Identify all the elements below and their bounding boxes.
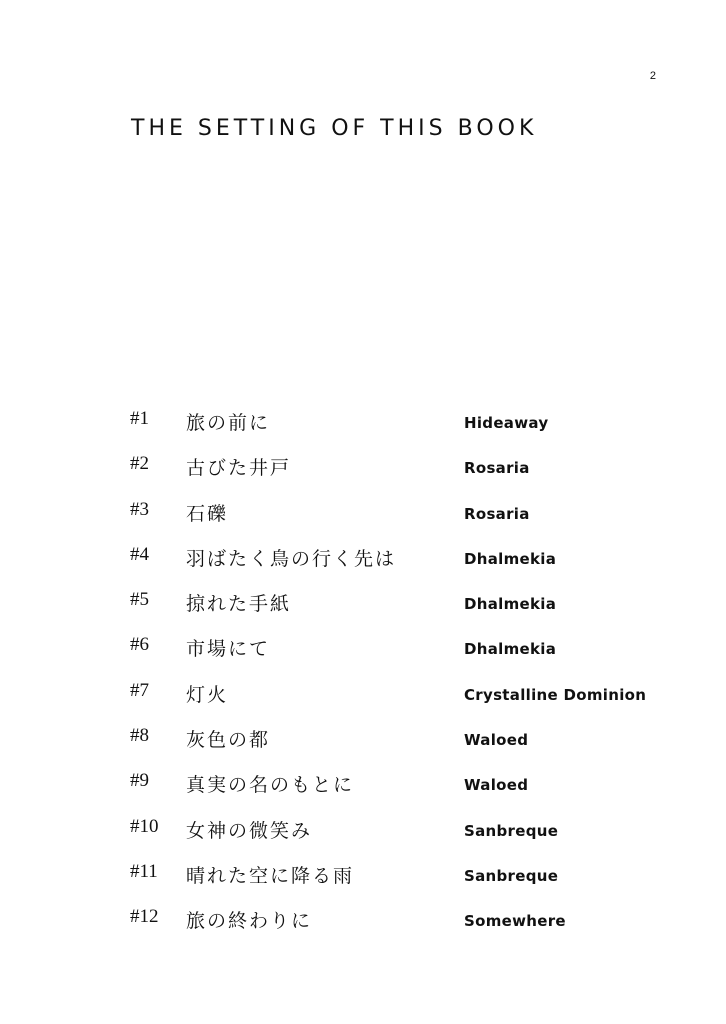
toc-title: 旅の終わりに: [186, 910, 313, 933]
toc-number: #1: [130, 408, 149, 429]
toc-row: [130, 493, 690, 538]
toc-title: 市場にて: [186, 638, 271, 661]
toc-place: Dhalmekia: [464, 595, 557, 614]
toc-number: #2: [130, 453, 149, 475]
toc-number: #6: [130, 634, 149, 656]
toc-number: #9: [130, 770, 149, 792]
toc-title: 女神の微笑み: [186, 819, 313, 842]
toc-place: Dhalmekia: [464, 549, 557, 568]
toc-row: [130, 764, 690, 809]
toc-place: Hideaway: [464, 414, 549, 432]
table-of-contents: [130, 402, 690, 946]
toc-row: [130, 810, 690, 855]
toc-row: [130, 628, 690, 673]
page-number: 2: [649, 70, 656, 82]
toc-number: #10: [130, 815, 159, 837]
toc-number: #4: [130, 543, 149, 565]
toc-title: 旅の前に: [186, 412, 271, 434]
toc-place: Rosaria: [464, 504, 530, 523]
toc-row: [130, 719, 690, 764]
toc-title: 掠れた手紙: [186, 593, 292, 616]
toc-place: Crystalline Dominion: [464, 685, 647, 704]
toc-row: [130, 583, 690, 628]
toc-place: Rosaria: [464, 459, 530, 478]
toc-place: Dhalmekia: [464, 640, 557, 659]
toc-number: #7: [130, 679, 149, 701]
toc-number: #12: [130, 906, 159, 928]
toc-title: 石礫: [186, 502, 229, 525]
toc-number: #11: [130, 860, 158, 882]
toc-title: 古びた井戸: [186, 457, 292, 480]
toc-row: [130, 538, 690, 583]
toc-title: 灰色の都: [186, 729, 271, 752]
toc-number: #5: [130, 589, 149, 611]
toc-row: [130, 674, 690, 719]
toc-number: #8: [130, 725, 149, 747]
toc-row: [130, 900, 690, 945]
toc-place: Sanbreque: [464, 866, 559, 885]
toc-place: Waloed: [464, 776, 529, 795]
toc-title: 晴れた空に降る雨: [186, 864, 355, 887]
toc-number: #3: [130, 498, 149, 520]
toc-row: [130, 402, 690, 447]
toc-title: 灯火: [186, 683, 229, 706]
page-title: THE SETTING OF THIS BOOK: [131, 116, 538, 141]
toc-row: [130, 855, 690, 900]
toc-place: Waloed: [464, 731, 529, 750]
toc-place: Somewhere: [464, 912, 566, 931]
toc-place: Sanbreque: [464, 821, 559, 840]
toc-title: 真実の名のもとに: [186, 774, 355, 797]
toc-row: [130, 447, 690, 492]
toc-title: 羽ばたく鳥の行く先は: [186, 547, 397, 570]
